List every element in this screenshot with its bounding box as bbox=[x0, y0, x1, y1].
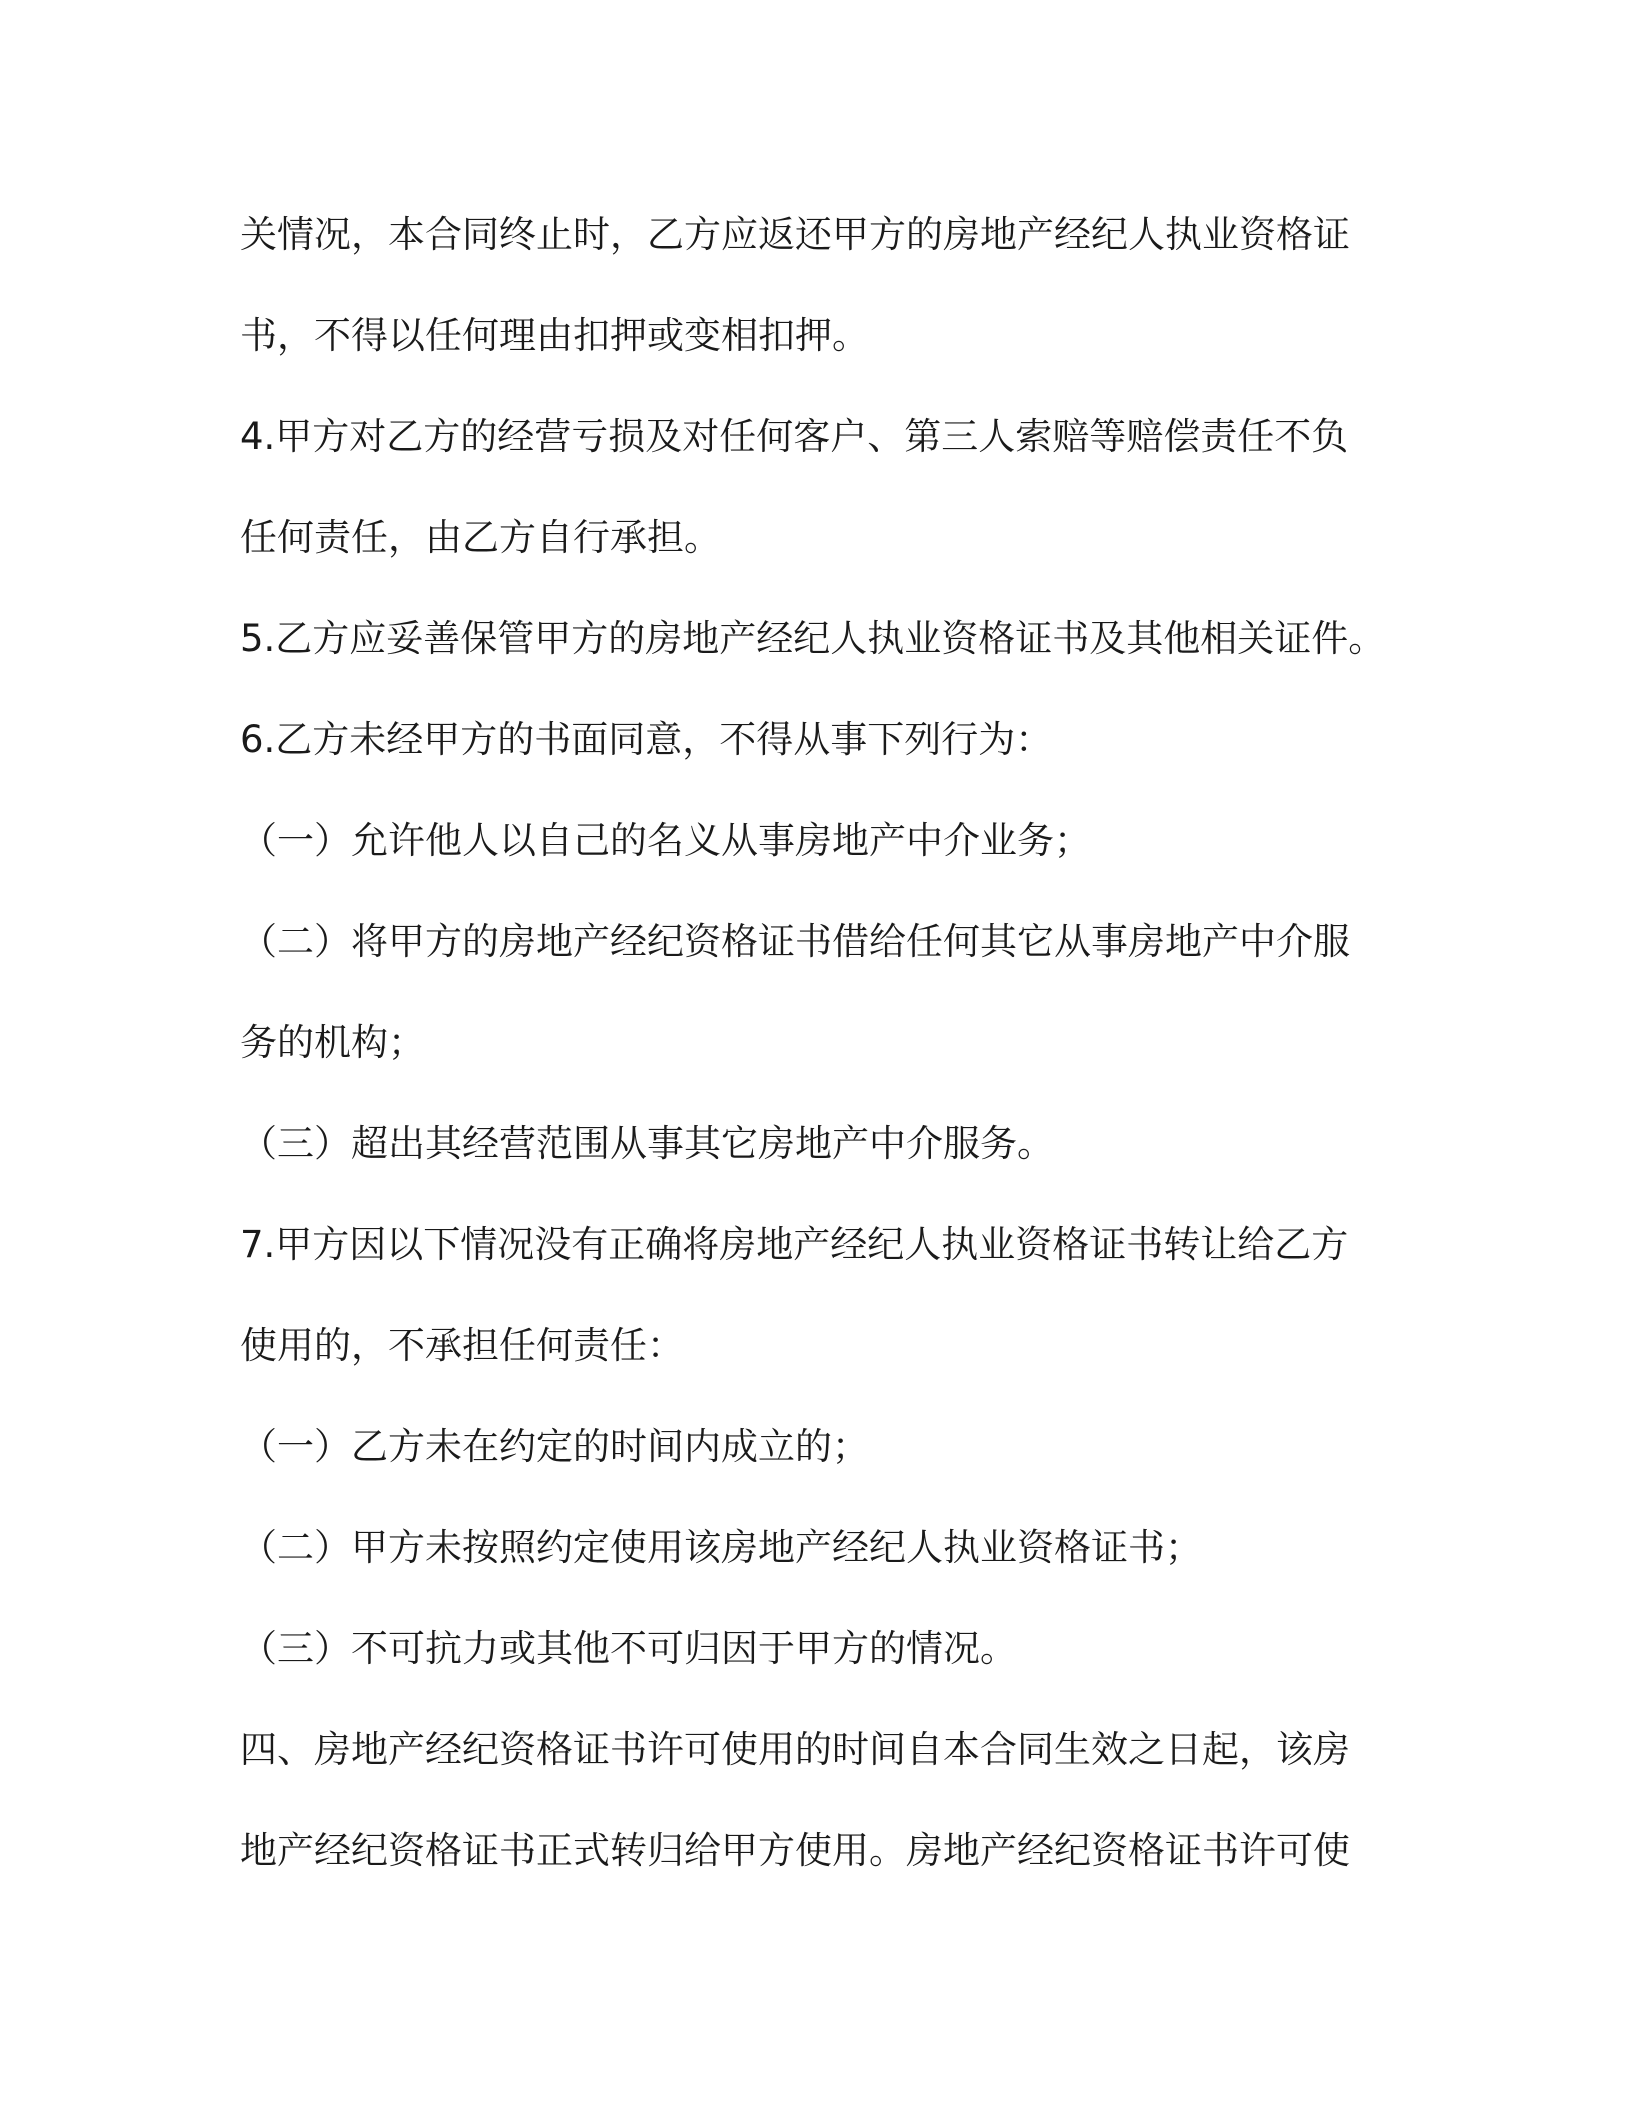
text-line-5: 5.乙方应妥善保管甲方的房地产经纪人执业资格证书及其他相关证件。 bbox=[240, 617, 1386, 660]
text-line-13: （一）乙方未在约定的时间内成立的； bbox=[240, 1425, 869, 1468]
text-line-3: 4.甲方对乙方的经营亏损及对任何客户、第三人索赔等赔偿责任不负 bbox=[240, 415, 1349, 458]
text-line-8: （二）将甲方的房地产经纪资格证书借给任何其它从事房地产中介服 bbox=[240, 920, 1350, 963]
text-line-7: （一）允许他人以自己的名义从事房地产中介业务； bbox=[240, 819, 1091, 862]
text-line-15: （三）不可抗力或其他不可归因于甲方的情况。 bbox=[240, 1627, 1017, 1670]
text-line-16: 四、房地产经纪资格证书许可使用的时间自本合同生效之日起，该房 bbox=[240, 1728, 1350, 1771]
document-body bbox=[240, 184, 1386, 1901]
text-line-12: 使用的，不承担任何责任： bbox=[240, 1324, 684, 1367]
text-line-14: （二）甲方未按照约定使用该房地产经纪人执业资格证书； bbox=[240, 1526, 1202, 1569]
text-line-11: 7.甲方因以下情况没有正确将房地产经纪人执业资格证书转让给乙方 bbox=[240, 1223, 1349, 1266]
text-line-6: 6.乙方未经甲方的书面同意，不得从事下列行为： bbox=[240, 718, 1053, 761]
text-line-10: （三）超出其经营范围从事其它房地产中介服务。 bbox=[240, 1122, 1054, 1165]
text-line-9: 务的机构； bbox=[240, 1021, 425, 1064]
text-line-4: 任何责任，由乙方自行承担。 bbox=[240, 516, 721, 559]
text-line-2: 书，不得以任何理由扣押或变相扣押。 bbox=[240, 314, 869, 357]
text-line-17: 地产经纪资格证书正式转归给甲方使用。房地产经纪资格证书许可使 bbox=[240, 1829, 1350, 1872]
text-line-1: 关情况，本合同终止时，乙方应返还甲方的房地产经纪人执业资格证 bbox=[240, 213, 1350, 256]
